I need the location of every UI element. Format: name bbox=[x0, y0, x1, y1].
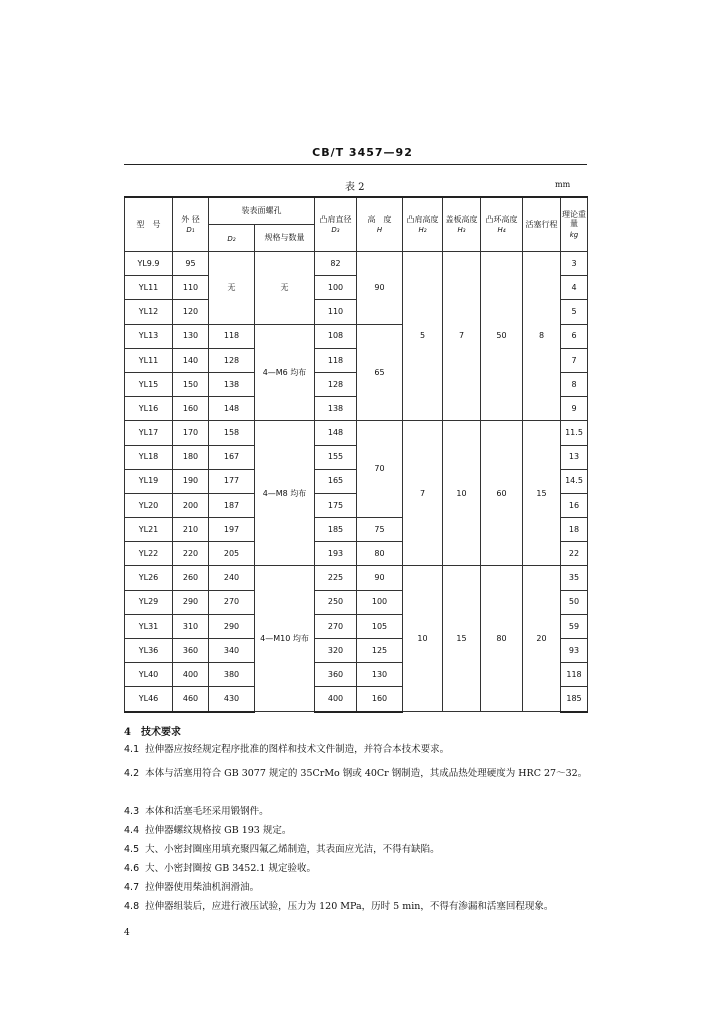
cell-d3: 400 bbox=[315, 687, 357, 712]
cell-model: YL22 bbox=[125, 542, 173, 566]
header-mount-holes: 装表面螺孔 bbox=[209, 197, 315, 225]
cell-d1: 95 bbox=[173, 252, 209, 276]
cell-h1: 125 bbox=[357, 639, 403, 663]
cell-h2-group1: 5 bbox=[403, 252, 443, 421]
cell-mass: 185 bbox=[561, 687, 588, 712]
cell-h3-group1: 7 bbox=[443, 252, 481, 421]
cell-h2-group3: 10 bbox=[403, 566, 443, 712]
cell-d1: 160 bbox=[173, 397, 209, 421]
cell-h4-group3: 80 bbox=[481, 566, 523, 712]
cell-spec-m10: 4—M10 均布 bbox=[255, 566, 315, 712]
requirement-item: 4.4 拉伸器螺纹规格按 GB 193 规定。 bbox=[124, 825, 292, 836]
cell-d1: 260 bbox=[173, 566, 209, 590]
cell-mass: 35 bbox=[561, 566, 588, 590]
cell-d2: 205 bbox=[209, 542, 255, 566]
table-row bbox=[125, 252, 588, 276]
cell-d2: 197 bbox=[209, 518, 255, 542]
cell-model: YL11 bbox=[125, 348, 173, 372]
cell-d2: 270 bbox=[209, 590, 255, 614]
cell-mass: 5 bbox=[561, 300, 588, 324]
cell-d2: 290 bbox=[209, 614, 255, 638]
cell-mass: 59 bbox=[561, 614, 588, 638]
cell-d1: 140 bbox=[173, 348, 209, 372]
cell-mass: 11.5 bbox=[561, 421, 588, 445]
requirement-item: 4.1 拉伸器应按经规定程序批准的图样和技术文件制造，并符合本技术要求。 bbox=[124, 744, 450, 755]
cell-h1: 100 bbox=[357, 590, 403, 614]
cell-model: YL46 bbox=[125, 687, 173, 712]
cell-h1-group2: 65 bbox=[357, 324, 403, 421]
cell-mass: 50 bbox=[561, 590, 588, 614]
cell-d1: 290 bbox=[173, 590, 209, 614]
cell-d1: 180 bbox=[173, 445, 209, 469]
cell-d3: 128 bbox=[315, 372, 357, 396]
header-bottom-height: 盖板高度 H₃ bbox=[443, 197, 481, 252]
cell-d1: 460 bbox=[173, 687, 209, 712]
cell-model: YL40 bbox=[125, 663, 173, 687]
cell-h1: 105 bbox=[357, 614, 403, 638]
cell-d3: 118 bbox=[315, 348, 357, 372]
cell-d1: 200 bbox=[173, 493, 209, 517]
cell-spec-m8: 4—M8 均布 bbox=[255, 421, 315, 566]
requirement-item: 4.2 本体与活塞用符合 GB 3077 规定的 35CrMo 钢或 40Cr 钢制造，其成品热处理硬度为 HRC 27～32。 bbox=[124, 768, 588, 779]
cell-d2: 430 bbox=[209, 687, 255, 712]
spec-table bbox=[124, 196, 588, 713]
cell-h3-group3: 15 bbox=[443, 566, 481, 712]
cell-mass: 18 bbox=[561, 518, 588, 542]
cell-model: YL29 bbox=[125, 590, 173, 614]
cell-d2: 177 bbox=[209, 469, 255, 493]
cell-h1: 80 bbox=[357, 542, 403, 566]
document-header: CB/T 3457—92 bbox=[312, 146, 413, 159]
cell-d2: 128 bbox=[209, 348, 255, 372]
cell-d1: 310 bbox=[173, 614, 209, 638]
cell-stroke-group2: 15 bbox=[523, 421, 561, 566]
cell-h2-group2: 7 bbox=[403, 421, 443, 566]
cell-stroke-group3: 20 bbox=[523, 566, 561, 712]
cell-d1: 150 bbox=[173, 372, 209, 396]
header-height: 高 度 H bbox=[357, 197, 403, 252]
cell-model: YL11 bbox=[125, 276, 173, 300]
cell-mass: 8 bbox=[561, 372, 588, 396]
header-shoulder-diameter: 凸肩直径 D₃ bbox=[315, 197, 357, 252]
header-mount-spec: 规格与数量 bbox=[255, 225, 315, 252]
cell-spec-m6: 4—M6 均布 bbox=[255, 324, 315, 421]
cell-d2: 380 bbox=[209, 663, 255, 687]
cell-model: YL21 bbox=[125, 518, 173, 542]
cell-model: YL18 bbox=[125, 445, 173, 469]
cell-d3: 165 bbox=[315, 469, 357, 493]
cell-d2-none: 无 bbox=[209, 252, 255, 325]
cell-d2: 148 bbox=[209, 397, 255, 421]
cell-mass: 7 bbox=[561, 348, 588, 372]
header-mass: 理论重量 kg bbox=[561, 197, 588, 252]
cell-model: YL20 bbox=[125, 493, 173, 517]
cell-mass: 16 bbox=[561, 493, 588, 517]
cell-d3: 155 bbox=[315, 445, 357, 469]
cell-mass: 93 bbox=[561, 639, 588, 663]
cell-d1: 360 bbox=[173, 639, 209, 663]
cell-model: YL9.9 bbox=[125, 252, 173, 276]
cell-d1: 130 bbox=[173, 324, 209, 348]
table-row bbox=[125, 566, 588, 590]
cell-h4-group1: 50 bbox=[481, 252, 523, 421]
cell-mass: 6 bbox=[561, 324, 588, 348]
header-shoulder-height: 凸肩高度 H₂ bbox=[403, 197, 443, 252]
cell-d3: 100 bbox=[315, 276, 357, 300]
page-number: 4 bbox=[124, 928, 130, 938]
cell-mass: 14.5 bbox=[561, 469, 588, 493]
table-caption: 表 2 bbox=[345, 182, 365, 193]
cell-d3: 110 bbox=[315, 300, 357, 324]
header-rule bbox=[124, 164, 587, 165]
cell-h1: 160 bbox=[357, 687, 403, 712]
table-unit: mm bbox=[555, 180, 571, 189]
cell-model: YL31 bbox=[125, 614, 173, 638]
cell-d1: 190 bbox=[173, 469, 209, 493]
header-piston-stroke: 活塞行程 bbox=[523, 197, 561, 252]
cell-d2: 240 bbox=[209, 566, 255, 590]
cell-h1: 90 bbox=[357, 566, 403, 590]
cell-model: YL15 bbox=[125, 372, 173, 396]
cell-stroke-group1: 8 bbox=[523, 252, 561, 421]
cell-d3: 185 bbox=[315, 518, 357, 542]
table-row bbox=[125, 421, 588, 445]
cell-model: YL19 bbox=[125, 469, 173, 493]
section-heading: 4 技术要求 bbox=[124, 727, 181, 738]
cell-mass: 22 bbox=[561, 542, 588, 566]
header-outer-diameter: 外 径 D₁ bbox=[173, 197, 209, 252]
cell-d3: 193 bbox=[315, 542, 357, 566]
cell-spec-none: 无 bbox=[255, 252, 315, 325]
cell-d2: 118 bbox=[209, 324, 255, 348]
cell-d1: 170 bbox=[173, 421, 209, 445]
cell-h1: 75 bbox=[357, 518, 403, 542]
cell-d1: 110 bbox=[173, 276, 209, 300]
cell-h1-group3: 70 bbox=[357, 421, 403, 518]
cell-d2: 167 bbox=[209, 445, 255, 469]
cell-h1: 130 bbox=[357, 663, 403, 687]
cell-model: YL17 bbox=[125, 421, 173, 445]
requirement-item: 4.7 拉伸器使用柴油机润滑油。 bbox=[124, 882, 260, 893]
header-ring-height: 凸环高度 H₄ bbox=[481, 197, 523, 252]
cell-d3: 270 bbox=[315, 614, 357, 638]
cell-d3: 108 bbox=[315, 324, 357, 348]
cell-d2: 158 bbox=[209, 421, 255, 445]
cell-model: YL26 bbox=[125, 566, 173, 590]
cell-d2: 138 bbox=[209, 372, 255, 396]
cell-model: YL36 bbox=[125, 639, 173, 663]
requirement-item: 4.6 大、小密封圈按 GB 3452.1 规定验收。 bbox=[124, 863, 316, 874]
header-model: 型 号 bbox=[125, 197, 173, 252]
cell-d3: 250 bbox=[315, 590, 357, 614]
cell-model: YL13 bbox=[125, 324, 173, 348]
cell-h4-group2: 60 bbox=[481, 421, 523, 566]
cell-model: YL16 bbox=[125, 397, 173, 421]
cell-d3: 175 bbox=[315, 493, 357, 517]
cell-h1-group1: 90 bbox=[357, 252, 403, 325]
cell-model: YL12 bbox=[125, 300, 173, 324]
requirement-item: 4.3 本体和活塞毛坯采用锻钢件。 bbox=[124, 806, 269, 817]
cell-d1: 220 bbox=[173, 542, 209, 566]
cell-mass: 118 bbox=[561, 663, 588, 687]
cell-h3-group2: 10 bbox=[443, 421, 481, 566]
cell-d1: 210 bbox=[173, 518, 209, 542]
cell-mass: 4 bbox=[561, 276, 588, 300]
cell-d1: 400 bbox=[173, 663, 209, 687]
header-mount-d2: D₂ bbox=[209, 225, 255, 252]
cell-mass: 13 bbox=[561, 445, 588, 469]
cell-d3: 360 bbox=[315, 663, 357, 687]
cell-d2: 187 bbox=[209, 493, 255, 517]
cell-d3: 148 bbox=[315, 421, 357, 445]
requirement-item: 4.5 大、小密封圈座用填充聚四氟乙烯制造，其表面应光洁，不得有缺陷。 bbox=[124, 844, 440, 855]
cell-mass: 9 bbox=[561, 397, 588, 421]
cell-d1: 120 bbox=[173, 300, 209, 324]
cell-d3: 138 bbox=[315, 397, 357, 421]
cell-d2: 340 bbox=[209, 639, 255, 663]
cell-d3: 225 bbox=[315, 566, 357, 590]
cell-d3: 320 bbox=[315, 639, 357, 663]
requirement-item: 4.8 拉伸器组装后，应进行液压试验，压力为 120 MPa，历时 5 min，不得有渗漏和活塞回程现象。 bbox=[124, 901, 554, 912]
cell-d3: 82 bbox=[315, 252, 357, 276]
cell-mass: 3 bbox=[561, 252, 588, 276]
